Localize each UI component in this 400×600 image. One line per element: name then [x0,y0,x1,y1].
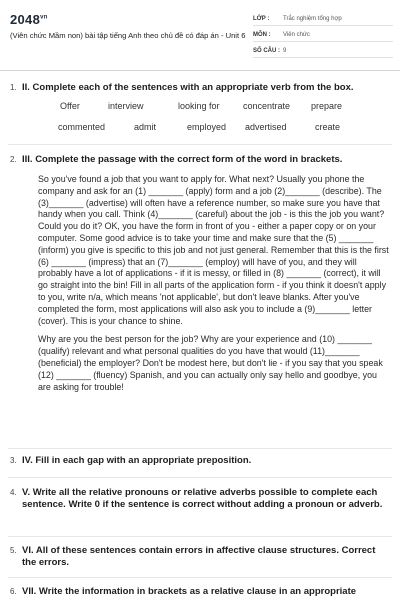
page-subtitle: (Viên chức Mầm non) bài tập tiếng Anh theo chủ đề có đáp án - Unit 6 [10,31,246,40]
question-5 [10,545,387,569]
question-title: III. Complete the passage with the correct form of the word in brackets. [22,154,343,165]
divider [8,448,392,449]
question-title: VI. All of these sentences contain errors in affective clause structures. Correct the errors. [22,545,376,568]
word-box-row-2 [15,122,385,134]
question-number: 6. [10,587,17,596]
word-box-item: admit [134,122,157,132]
word-box-item: commented [58,122,106,132]
question-1 [10,82,387,94]
question-number: 4. [10,488,17,497]
question-number: 3. [10,456,17,465]
question-3 [10,455,387,467]
word-box-item: Offer [60,101,80,111]
question-title: II. Complete each of the sentences with an appropriate verb from the box. [22,82,354,93]
word-box-row-1 [15,101,385,113]
question-title: IV. Fill in each gap with an appropriate preposition. [22,455,252,466]
meta-value: 9 [283,48,287,54]
meta-value: Trắc nghiệm tổng hợp [283,16,342,22]
word-box-item: looking for [178,101,220,111]
divider [8,577,392,578]
meta-value: Viên chức [283,32,310,38]
header [0,0,400,71]
divider [8,477,392,478]
word-box-item: create [315,122,341,132]
question-4 [10,487,387,511]
question-6 [10,586,387,598]
question-number: 2. [10,155,17,164]
question-2 [10,154,387,166]
word-box-item: employed [187,122,227,132]
meta-label: MÔN : [253,32,271,38]
divider [8,536,392,537]
word-box-item: prepare [311,101,343,111]
meta-label: SỐ CÂU : [253,48,280,54]
meta-row-subject [253,29,393,42]
meta-label: LỚP : [253,16,270,22]
passage-paragraph: Why are you the best person for the job? Why are your experience and (10) _______ (qualify) relevant and what personal qualities do you have that would (11)_______ (beneficial) the employer? Don't be modest here, but don't lie - if you say that you speak (12) _______ (fluency) Spanish, and you can actually only say hello and goodbye, you are asking for trouble! [38,334,383,392]
site-logo[interactable]: $2048^{vn}$ [10,12,48,27]
question-title: V. Write all the relative pronouns or relative adverbs possible to complete each sentence. Write 0 if the sentence is correct without adding a pronoun or adverb. [22,487,383,510]
passage-paragraph: So you've found a job that you want to apply for. What next? Usually you phone the company and ask for an (1) _______ (apply) form and a job (2)_______ (describe). The (3)_______ (advertise) will often have a reference number, so make sure you have that handy when you call. Think (4)_______ (careful) about the job - is this the job you want? Could you do it? OK, you have the form in front of you - either a paper copy or on your computer. Some good advice is to take your time and make sure that the (5) _______ (inform) you give is specific to this job and not just general. Remember that this is the first (6) _______ (impress) that an (7)_______ (employ) will have of you, and they will probably have a lot of applications - if it is messy, or filled in (8) _______ (correct), it will go straight into the bin! Fill in all parts of the application form - if you think it doesn't apply to you, write n/a, which means 'not applicable', but don't leave blanks. After you've completed the form, most applications will also ask you to include a (9)_______ letter (cover). This is your chance to shine. [38,174,389,326]
meta-panel [253,13,393,61]
meta-row-count [253,45,393,58]
question-number: 1. [10,83,17,92]
word-box-item: concentrate [243,101,291,111]
passage [38,174,390,400]
word-box-item: interview [108,101,144,111]
question-number: 5. [10,546,17,555]
word-box-item: advertised [245,122,287,132]
meta-row-class [253,13,393,26]
question-title: VII. Write the information in brackets as a relative clause in an appropriate [22,586,357,597]
divider [8,144,392,145]
